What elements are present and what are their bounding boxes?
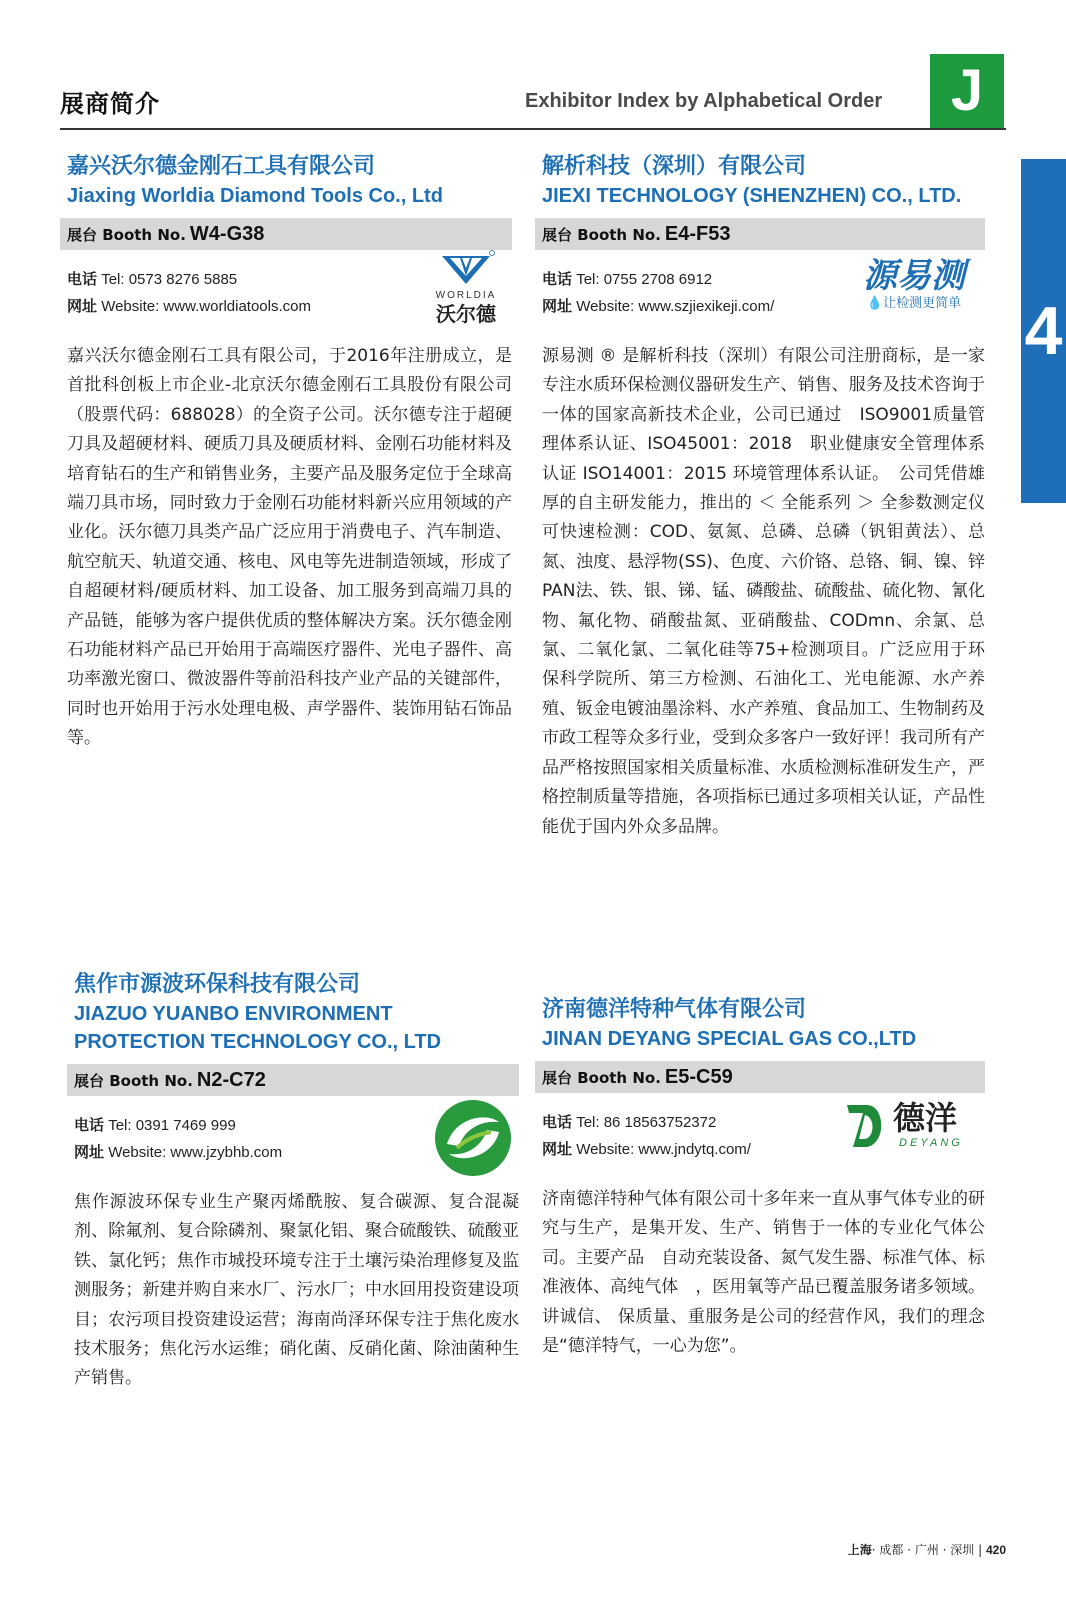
tel-label: 电话 <box>542 270 573 288</box>
section-tab <box>1021 159 1066 503</box>
company-description: 嘉兴沃尔德金刚石工具有限公司，于2016年注册成立，是首批科创板上市企业-北京沃尔德金刚石工具股份有限公司（股票代码：688028）的全资子公司。沃尔德专注于超硬刀具及超硬材料、硬质刀具及硬质材料、金刚石功能材料及培育钻石的生产和销售业务，主要产品及服务定位于全球高端刀具市场，同时致力于金刚石功能材料新兴应用领域的产业化。沃尔德刀具类产品广泛应用于消费电子、汽车制造、航空航天、轨道交通、核电、风电等先进制造领域，形成了自超硬材料/硬质材料、加工设备、加工服务到高端刀具的产品链，能够为客户提供优质的整体解决方案。沃尔德金刚石功能材料产品已开始用于高端医疗器件、光电子器件、高功率激光窗口、微波器件等前沿科技产业产品的关键部件，同时也开始用于污水处理电极、声学器件、装饰用钻石饰品等。 <box>67 346 512 749</box>
company-name-en: JINAN DEYANG SPECIAL GAS CO.,LTD <box>542 1028 917 1050</box>
water-drop-icon: 💧 <box>866 296 884 311</box>
company-name-cn: 解析科技（深圳）有限公司 <box>542 154 807 179</box>
booth-number: W4-G38 <box>189 223 265 245</box>
website-link[interactable]: Website: www.jndytq.com/ <box>576 1141 751 1158</box>
worldia-logo <box>426 250 506 330</box>
company-name-en: JIEXI TECHNOLOGY (SHENZHEN) CO., LTD. <box>542 185 962 207</box>
tel-value: Tel: 0573 8276 5885 <box>101 271 238 288</box>
logo-brand-en: DEYANG <box>899 1137 963 1149</box>
booth-bar <box>535 1061 985 1093</box>
page-title: 展商简介 <box>60 90 160 118</box>
company-description: 源易测 ® 是解析科技（深圳）有限公司注册商标，是一家专注水质环保检测仪器研发生产、销售、服务及技术咨询于一体的国家高新技术企业，公司已通过 ISO9001质量管理体系认证、ISO45001：2018 职业健康安全管理体系认证 ISO14001：2015 环境管理体系认证。 公司凭借雄厚的自主研发能力，推出的 ＜ 全能系列 ＞ 全参数测定仪可快速检测：COD、氨氮、总磷、总磷（钒钼黄法）、总氮、浊度、悬浮物(SS)、色度、六价铬、总铬、铜、镍、锌PAN法、铁、银、锑、锰、磷酸盐、硫酸盐、硫化物、氰化物、氟化物、硝酸盐氮、亚硝酸盐、CODmn、余氯、总氯、二氧化氯、二氧化硅等75+检测项目。广泛应用于环保科学院所、第三方检测、石油化工、光电能源、水产养殖、钣金电镀油墨涂料、水产养殖、食品加工、生物制药及市政工程等众多行业，受到众多客户一致好评！我司所有产品严格按照国家相关质量标准、水质检测标准研发生产，严格控制质量等措施，各项指标已通过多项相关认证，产品性能优于国内外众多品牌。 <box>542 346 985 837</box>
tel-label: 电话 <box>74 1116 105 1134</box>
d-mark-icon <box>843 1099 889 1155</box>
booth-label: 展台 Booth No. <box>74 1072 193 1090</box>
company-description: 焦作源波环保专业生产聚丙烯酰胺、复合碳源、复合混凝剂、除氟剂、复合除磷剂、聚氯化铝、聚合硫酸铁、硫酸亚铁、氯化钙；焦作市城投环境专注于土壤污染治理修复及监测服务；新建并购自来水厂、污水厂；中水回用投资建设项目；农污项目投资建设运营；海南尚泽环保专注于焦化废水技术服务；焦化污水运维；硝化菌、反硝化菌、除油菌种生产销售。 <box>74 1192 519 1389</box>
logo-brand-cn: 源易测 <box>863 256 965 296</box>
tel-value: Tel: 86 18563752372 <box>576 1114 717 1131</box>
contact-block <box>60 264 512 342</box>
leaf-circle-icon <box>433 1098 513 1178</box>
exhibitor-card <box>67 970 519 1394</box>
contact-block <box>535 1099 985 1185</box>
company-name-cn: 焦作市源波环保科技有限公司 <box>74 972 361 997</box>
index-label: Exhibitor Index by Alphabetical Order <box>525 90 883 112</box>
tel-value: Tel: 0755 2708 6912 <box>576 271 713 288</box>
footer-cities: · 成都 · 广州 · 深圳 <box>871 1543 975 1557</box>
letter-badge: J <box>930 54 1004 128</box>
booth-bar <box>535 218 985 250</box>
booth-bar <box>67 1064 519 1096</box>
company-name-en-line1: JIAZUO YUANBO ENVIRONMENT <box>74 1003 393 1025</box>
company-name-en: Jiaxing Worldia Diamond Tools Co., Ltd <box>67 185 443 207</box>
diamond-icon <box>436 250 496 286</box>
contact-block <box>535 256 985 342</box>
tel-label: 电话 <box>542 1113 573 1131</box>
contact-block <box>67 1110 519 1188</box>
company-name-en-line2: PROTECTION TECHNOLOGY CO., LTD <box>74 1031 442 1053</box>
logo-brand-cn: 沃尔德 <box>436 302 496 326</box>
website-link[interactable]: Website: www.szjiexikeji.com/ <box>576 298 775 315</box>
section-number: 4 <box>1024 293 1063 369</box>
website-link[interactable]: Website: www.worldiatools.com <box>101 298 311 315</box>
tel-label: 电话 <box>67 270 98 288</box>
deyang-logo <box>843 1099 977 1159</box>
company-name-cn: 济南德洋特种气体有限公司 <box>542 997 807 1022</box>
logo-slogan: 让检测更简单 <box>883 296 962 311</box>
yuanbo-logo <box>433 1098 513 1182</box>
booth-label: 展台 Booth No. <box>67 226 186 244</box>
footer-separator: | <box>978 1543 986 1557</box>
yuanyice-logo <box>849 256 979 312</box>
footer-city-main: 上海 <box>847 1543 872 1557</box>
logo-slogan-row <box>849 296 979 312</box>
booth-number: E5-C59 <box>664 1066 733 1088</box>
exhibitor-card <box>535 995 985 1361</box>
logo-brand-en: WORLDIA <box>435 290 497 301</box>
page-number: 420 <box>985 1543 1006 1557</box>
booth-number: N2-C72 <box>196 1069 266 1091</box>
company-name-cn: 嘉兴沃尔德金刚石工具有限公司 <box>67 154 376 179</box>
page-footer <box>848 1541 1006 1558</box>
website-label: 网址 <box>542 1140 573 1158</box>
website-label: 网址 <box>542 297 573 315</box>
exhibitor-card <box>60 152 512 754</box>
logo-brand-cn: 德洋 <box>893 1099 958 1137</box>
exhibitor-card <box>535 152 985 842</box>
header-divider <box>60 128 1006 130</box>
company-description: 济南德洋特种气体有限公司十多年来一直从事气体专业的研究与生产，是集开发、生产、销售于一体的专业化气体公司。主要产品 自动充装设备、氮气发生器、标准气体、标准液体、高纯气体 ，医用氧等产品已覆盖服务诸多领域。讲诚信、 保质量、重服务是公司的经营作风，我们的理念是“德洋特气，一心为您”。 <box>542 1189 985 1357</box>
website-link[interactable]: Website: www.jzybhb.com <box>108 1144 283 1161</box>
website-label: 网址 <box>67 297 98 315</box>
booth-number: E4-F53 <box>664 223 731 245</box>
tel-value: Tel: 0391 7469 999 <box>108 1117 236 1134</box>
website-label: 网址 <box>74 1143 105 1161</box>
booth-label: 展台 Booth No. <box>542 1069 661 1087</box>
booth-bar <box>60 218 512 250</box>
booth-label: 展台 Booth No. <box>542 226 661 244</box>
